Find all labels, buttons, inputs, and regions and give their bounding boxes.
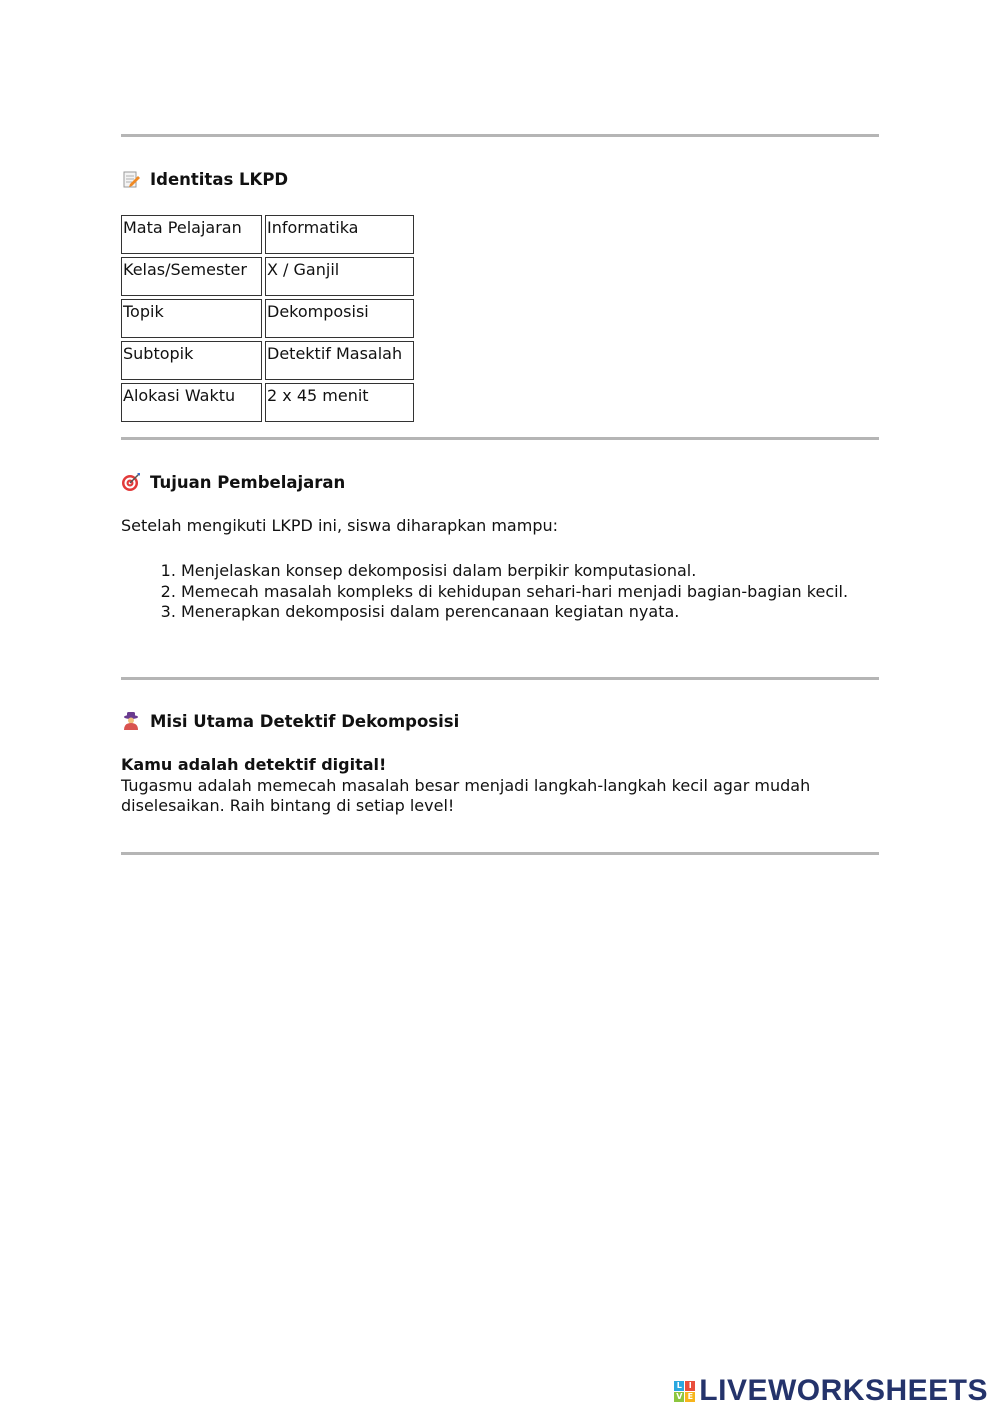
misi-heading [121, 711, 459, 731]
divider-bottom [121, 852, 879, 855]
logo-blocks-icon: L I V E [674, 1381, 695, 1402]
table-label: Subtopik [121, 341, 262, 380]
identitas-table [118, 212, 417, 425]
list-item: 2. Memecah masalah kompleks di kehidupan sehari-hari menjadi bagian-bagian kecil. [181, 582, 911, 603]
tujuan-title: Tujuan Pembelajaran [150, 472, 346, 492]
table-value: Dekomposisi [265, 299, 414, 338]
table-value: Informatika [265, 215, 414, 254]
identitas-heading [121, 169, 288, 189]
misi-body: Tugasmu adalah memecah masalah besar menjadi langkah-langkah kecil agar mudah diselesaikan. Raih bintang di setiap level! [121, 775, 811, 815]
table-row [121, 383, 414, 422]
identitas-title: Identitas LKPD [150, 169, 289, 189]
table-value: X / Ganjil [265, 257, 414, 296]
table-label: Topik [121, 299, 262, 338]
liveworksheets-logo [674, 1374, 988, 1408]
memo-icon [121, 169, 141, 189]
detective-icon [121, 711, 141, 731]
list-item: 3. Menerapkan dekomposisi dalam perencanaan kegiatan nyata. [181, 602, 911, 623]
logo-wordmark: LIVEWORKSHEETS [699, 1374, 988, 1407]
table-row [121, 257, 414, 296]
divider-top [121, 134, 879, 137]
tujuan-heading [121, 472, 345, 492]
target-icon [121, 472, 141, 492]
table-label: Kelas/Semester [121, 257, 262, 296]
divider [121, 677, 879, 680]
misi-lead: Kamu adalah detektif digital! [121, 755, 387, 774]
list-item: 1. Menjelaskan konsep dekomposisi dalam berpikir komputasional. [181, 561, 911, 582]
table-row [121, 341, 414, 380]
table-value: Detektif Masalah [265, 341, 414, 380]
tujuan-intro: Setelah mengikuti LKPD ini, siswa diharapkan mampu: [121, 516, 559, 535]
table-label: Alokasi Waktu [121, 383, 262, 422]
misi-title: Misi Utama Detektif Dekomposisi [150, 711, 460, 731]
table-value: 2 x 45 menit [265, 383, 414, 422]
table-row [121, 299, 414, 338]
table-label: Mata Pelajaran [121, 215, 262, 254]
divider [121, 437, 879, 440]
table-row [121, 215, 414, 254]
tujuan-list [121, 561, 911, 623]
